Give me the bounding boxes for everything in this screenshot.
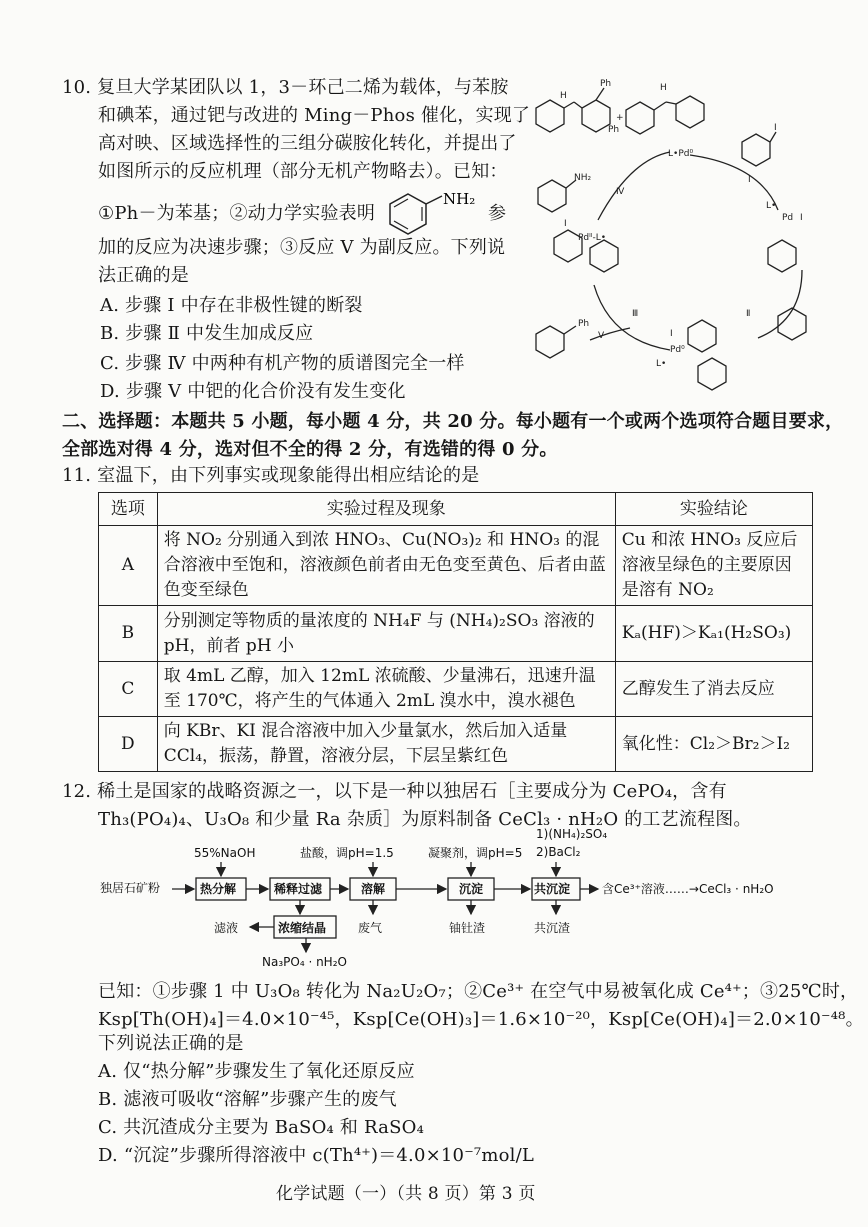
l-label-bottom: L• [656, 359, 667, 369]
iodine-label-2: I [800, 213, 803, 223]
flow-crystallize: 浓缩结晶 [278, 921, 327, 935]
flow-reagent-hcl: 盐酸，调pH=1.5 [300, 846, 394, 860]
q10-option-b: B. 步骤 Ⅱ 中发生加成反应 [100, 323, 314, 344]
flow-start: 独居石矿粉 [100, 881, 161, 895]
flow-step-dilute: 稀释过滤 [274, 882, 323, 896]
row-process: 向 KBr、KI 混合溶液中加入少量氯水，然后加入适量 CCl₄，振荡，静置，溶液分层，下层呈紫红色 [157, 717, 615, 772]
lpd0-label: L•Pd⁰ [668, 149, 694, 159]
row-conclusion: 氧化性：Cl₂＞Br₂＞I₂ [615, 717, 812, 772]
flow-reagent-naoh: 55%NaOH [194, 846, 256, 860]
benzene-ring-2 [676, 96, 704, 128]
cyclohexene-ring [582, 100, 610, 132]
step-i-label: Ⅰ [748, 175, 751, 185]
flow-step-coprecipitate: 共沉淀 [534, 882, 571, 896]
iodine-label-4: I [670, 329, 673, 339]
aryl-ring [768, 240, 796, 272]
row-conclusion: Kₐ(HF)＞Kₐ₁(H₂SO₃) [615, 606, 812, 662]
cycle-arc-2 [758, 270, 802, 338]
cyclohexadiene-ring [778, 308, 806, 340]
process-flow-diagram [100, 826, 800, 976]
step-ii-label: Ⅱ [746, 309, 751, 319]
section2-line-2: 全部选对得 4 分，选对但不全的得 2 分，有选错的得 0 分。 [62, 439, 558, 460]
aniline-ring-left [538, 180, 566, 212]
q10-line-2: 和碘苯，通过钯与改进的 Ming－Phos 催化，实现了 [98, 105, 531, 126]
step-v-label: V [598, 331, 605, 341]
q12-option-b: B. 滤液可吸收“溶解”步骤产生的废气 [98, 1089, 397, 1110]
q11-table [98, 492, 813, 772]
ph-label-1: Ph [600, 79, 612, 89]
row-conclusion: 乙醇发生了消去反应 [615, 662, 812, 717]
q10-line-7: 法正确的是 [98, 265, 189, 286]
iodobenzene-ring [742, 134, 770, 166]
q10-line-5b: 参 [488, 203, 507, 224]
row-option: C [99, 662, 158, 717]
ph-label-3: Ph [578, 319, 590, 329]
q10-line-4: 如图所示的反应机理（部分无机产物略去）。已知： [98, 161, 508, 182]
flow-waste-gas: 废气 [358, 921, 383, 935]
cycle-arc-4 [598, 152, 670, 220]
cycle-arc-1 [690, 155, 778, 210]
q10-line-1: 10. 复旦大学某团队以 1，3－环己二烯为载体，与苯胺 [62, 77, 509, 98]
flow-reagent-coagulant: 凝聚剂，调pH=5 [428, 846, 523, 860]
header-process: 实验过程及现象 [157, 493, 615, 526]
header-option: 选项 [99, 493, 158, 526]
flow-after: 含Ce³⁺溶液……→CeCl₃ · nH₂O [602, 882, 774, 896]
q12-option-a: A. 仅“热分解”步骤发生了氧化还原反应 [98, 1061, 415, 1082]
benzene-ring [536, 100, 564, 132]
row-process: 分别测定等物质的量浓度的 NH₄F 与 (NH₄)₂SO₃ 溶液的 pH，前者 pH 小 [157, 606, 615, 662]
q12-option-c: C. 共沉渣成分主要为 BaSO₄ 和 RaSO₄ [98, 1117, 425, 1138]
iodine-label-3: I [564, 219, 567, 229]
flow-u-th-residue: 铀钍渣 [449, 921, 486, 935]
flow-step-precipitate: 沉淀 [459, 882, 484, 896]
header-conclusion: 实验结论 [615, 493, 812, 526]
row-process: 取 4mL 乙醇，加入 12mL 浓硫酸、少量沸石，迅速升温至 170℃，将产生的气体通入 2mL 溴水中，溴水褪色 [157, 662, 615, 717]
section2-line-1: 二、选择题：本题共 5 小题，每小题 4 分，共 20 分。每小题有一个或两个选项符合题目要求， [62, 411, 844, 432]
h-label-2: H [660, 83, 667, 93]
q12-stem-2: Th₃(PO₄)₄、U₃O₈ 和少量 Ra 杂质］为原料制备 CeCl₃ · nH₂O 的工艺流程图。 [98, 809, 752, 830]
row-option: D [99, 717, 158, 772]
row-option: A [99, 526, 158, 606]
table-row [99, 606, 813, 662]
table-row [99, 526, 813, 606]
q12-stem-1: 12. 稀土是国家的战略资源之一，以下是一种以独居石［主要成分为 CePO₄，含有 [62, 781, 727, 802]
q10-option-d: D. 步骤 V 中钯的化合价没有发生变化 [100, 381, 406, 402]
nh2-label: NH₂ [443, 190, 476, 208]
table-header-row [99, 493, 813, 526]
q10-line-5: ①Ph－为苯基；②动力学实验表明 [98, 203, 376, 224]
h-label-1: H [560, 91, 567, 101]
q12-known-1: 已知：①步骤 1 中 U₃O₈ 转化为 Na₂U₂O₇；②Ce³⁺ 在空气中易被氧化成 Ce⁴⁺；③25℃时， [98, 981, 859, 1002]
side-product-ring [536, 326, 564, 358]
q10-line-6: 加的反应为决速步骤；③反应 V 为副反应。下列说 [98, 237, 506, 258]
flow-step-dissolve: 溶解 [361, 882, 386, 896]
pd0-label: Pd⁰ [670, 345, 685, 355]
flow-step-thermal: 热分解 [200, 882, 237, 896]
q10-line-3: 高对映、区域选择性的三组分碳胺化转化，并提出了 [98, 133, 517, 154]
bicyclic-ring-left [590, 240, 618, 272]
q12-known-2: Ksp[Th(OH)₄]＝4.0×10⁻⁴⁵，Ksp[Ce(OH)₃]＝1.6×10⁻²⁰，Ksp[Ce(OH)₄]＝2.0×10⁻⁴⁸。 [98, 1009, 864, 1030]
plus-label: + [616, 113, 624, 123]
row-process: 将 NO₂ 分别通入到浓 HNO₃、Cu(NO₃)₂ 和 HNO₃ 的混合溶液中至饱和，溶液颜色前者由无色变至黄色、后者由蓝色变至绿色 [157, 526, 615, 606]
row-conclusion: Cu 和浓 HNO₃ 反应后溶液呈绿色的主要原因是溶有 NO₂ [615, 526, 812, 606]
flow-crystal: Na₃PO₄ · nH₂O [262, 955, 347, 969]
cyclohexene-ring-bottom [698, 358, 726, 390]
step-iv-label: Ⅳ [616, 187, 625, 197]
ph-label-2: Ph [608, 125, 620, 135]
table-row [99, 662, 813, 717]
flow-reagent-bacl2: 2)BaCl₂ [536, 845, 581, 859]
q10-option-c: C. 步骤 Ⅳ 中两种有机产物的质谱图完全一样 [100, 353, 465, 374]
step-iii-label: Ⅲ [632, 309, 639, 319]
row-option: B [99, 606, 158, 662]
q10-option-a: A. 步骤 Ⅰ 中存在非极性键的断裂 [100, 295, 363, 316]
table-row [99, 717, 813, 772]
reaction-mechanism-diagram [520, 70, 820, 400]
page-footer: 化学试题（一）（共 8 页）第 3 页 [276, 1184, 536, 1204]
q12-question: 下列说法正确的是 [98, 1033, 244, 1054]
q12-option-d: D. “沉淀”步骤所得溶液中 c(Th⁴⁺)＝4.0×10⁻⁷mol/L [98, 1145, 535, 1166]
pd2-l-label: Pdᴵᴵ-L• [578, 233, 607, 243]
nh2-left-label: NH₂ [574, 173, 592, 183]
arrow-v [590, 328, 630, 340]
iodine-label-1: I [774, 123, 777, 133]
cyclohexene-ring-2 [626, 102, 654, 134]
flow-filtrate: 滤液 [214, 921, 239, 935]
l-label: L• [766, 201, 777, 211]
q11-stem: 11. 室温下，由下列事实或现象能得出相应结论的是 [62, 465, 480, 486]
flow-coprecipitate-residue: 共沉渣 [534, 921, 571, 935]
pd-label: Pd [782, 213, 794, 223]
flow-reagent-ammonium-sulfate: 1)(NH₄)₂SO₄ [536, 827, 608, 841]
aniline-structure [380, 188, 490, 238]
phenyl-ring-bottom [688, 320, 716, 352]
